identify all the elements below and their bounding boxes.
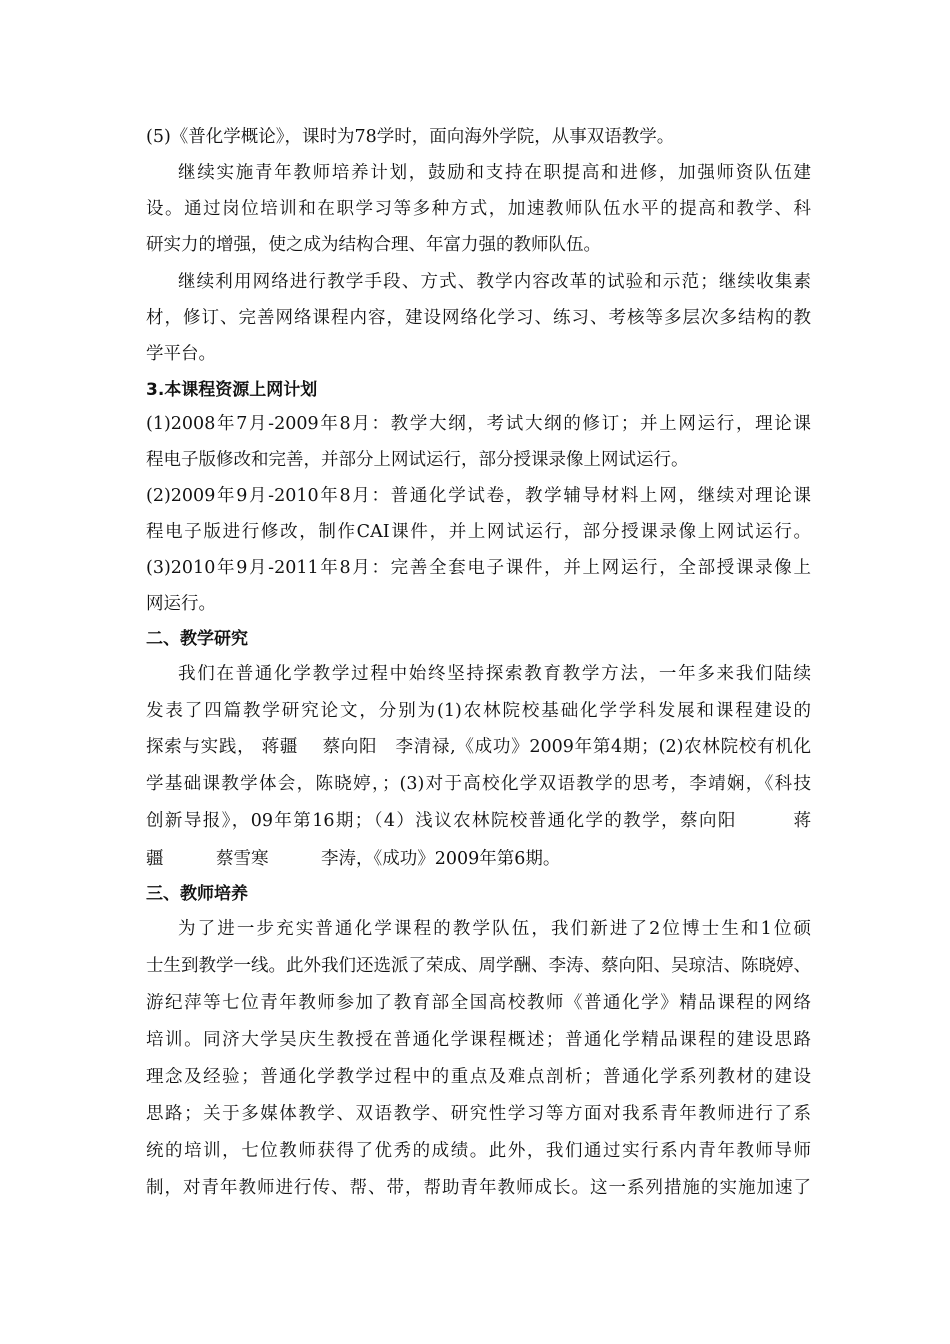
text-line: 为了进一步充实普通化学课程的教学队伍，我们新进了2位博士生和1位硕 bbox=[178, 919, 811, 939]
text-line: 研实力的增强，使之成为结构合理、年富力强的教师队伍。 bbox=[146, 235, 601, 255]
text-line: 游纪萍等七位青年教师参加了教育部全国高校教师《普通化学》精品课程的网络 bbox=[146, 993, 811, 1013]
section-heading: 二、教学研究 bbox=[146, 629, 248, 649]
text-line: 网运行。 bbox=[146, 594, 216, 614]
text-line: (2)2009年9月-2010年8月：普通化学试卷，教学辅导材料上网，继续对理论课 bbox=[146, 486, 811, 506]
text-line: 疆 蔡雪寒 李涛，《成功》2009年第6期。 bbox=[146, 849, 561, 869]
section-heading: 三、教师培养 bbox=[146, 884, 248, 904]
text-line: (5)《普化学概论》，课时为78学时，面向海外学院，从事双语教学。 bbox=[146, 127, 675, 147]
text-line: (3)2010年9月-2011年8月：完善全套电子课件，并上网运行，全部授课录像上 bbox=[146, 558, 811, 578]
text-line: 创新导报》，09年第16期；（4）浅议农林院校普通化学的教学，蔡向阳 蒋 bbox=[146, 811, 811, 831]
text-line: 继续实施青年教师培养计划，鼓励和支持在职提高和进修，加强师资队伍建 bbox=[178, 163, 811, 183]
text-line: 我们在普通化学教学过程中始终坚持探索教育教学方法，一年多来我们陆续 bbox=[178, 664, 811, 684]
text-line: 思路；关于多媒体教学、双语教学、研究性学习等方面对我系青年教师进行了系 bbox=[146, 1104, 811, 1124]
text-line: 学基础课教学体会，陈晓婷，；(3)对于高校化学双语教学的思考，李靖娴，《科技 bbox=[146, 774, 811, 794]
text-line: 设。通过岗位培训和在职学习等多种方式，加速教师队伍水平的提高和教学、科 bbox=[146, 199, 811, 219]
section-heading: 3.本课程资源上网计划 bbox=[146, 380, 318, 400]
text-line: 继续利用网络进行教学手段、方式、教学内容改革的试验和示范；继续收集素 bbox=[178, 272, 811, 292]
text-line: 发表了四篇教学研究论文，分别为(1)农林院校基础化学学科发展和课程建设的 bbox=[146, 701, 811, 721]
text-line: 学平台。 bbox=[146, 344, 216, 364]
text-line: 探索与实践， 蒋疆 蔡向阳 李清禄,《成功》2009年第4期；(2)农林院校有机化 bbox=[146, 737, 811, 757]
text-line: 程电子版修改和完善，并部分上网试运行，部分授课录像上网试运行。 bbox=[146, 450, 689, 470]
text-line: 统的培训，七位教师获得了优秀的成绩。此外，我们通过实行系内青年教师导师 bbox=[146, 1141, 811, 1161]
text-line: 材，修订、完善网络课程内容，建设网络化学习、练习、考核等多层次多结构的教 bbox=[146, 308, 811, 328]
text-line: 士生到教学一线。此外我们还选派了荣成、周学酬、李涛、蔡向阳、吴琼洁、陈晓婷、 bbox=[146, 956, 811, 976]
text-line: 程电子版进行修改，制作CAI课件，并上网试运行，部分授课录像上网试运行。 bbox=[146, 522, 811, 542]
text-line: 理念及经验；普通化学教学过程中的重点及难点剖析；普通化学系列教材的建设 bbox=[146, 1067, 811, 1087]
text-line: 培训。同济大学吴庆生教授在普通化学课程概述；普通化学精品课程的建设思路 bbox=[146, 1030, 811, 1050]
text-line: 制，对青年教师进行传、帮、带，帮助青年教师成长。这一系列措施的实施加速了 bbox=[146, 1178, 811, 1198]
text-line: (1)2008年7月-2009年8月：教学大纲，考试大纲的修订；并上网运行，理论课 bbox=[146, 414, 811, 434]
